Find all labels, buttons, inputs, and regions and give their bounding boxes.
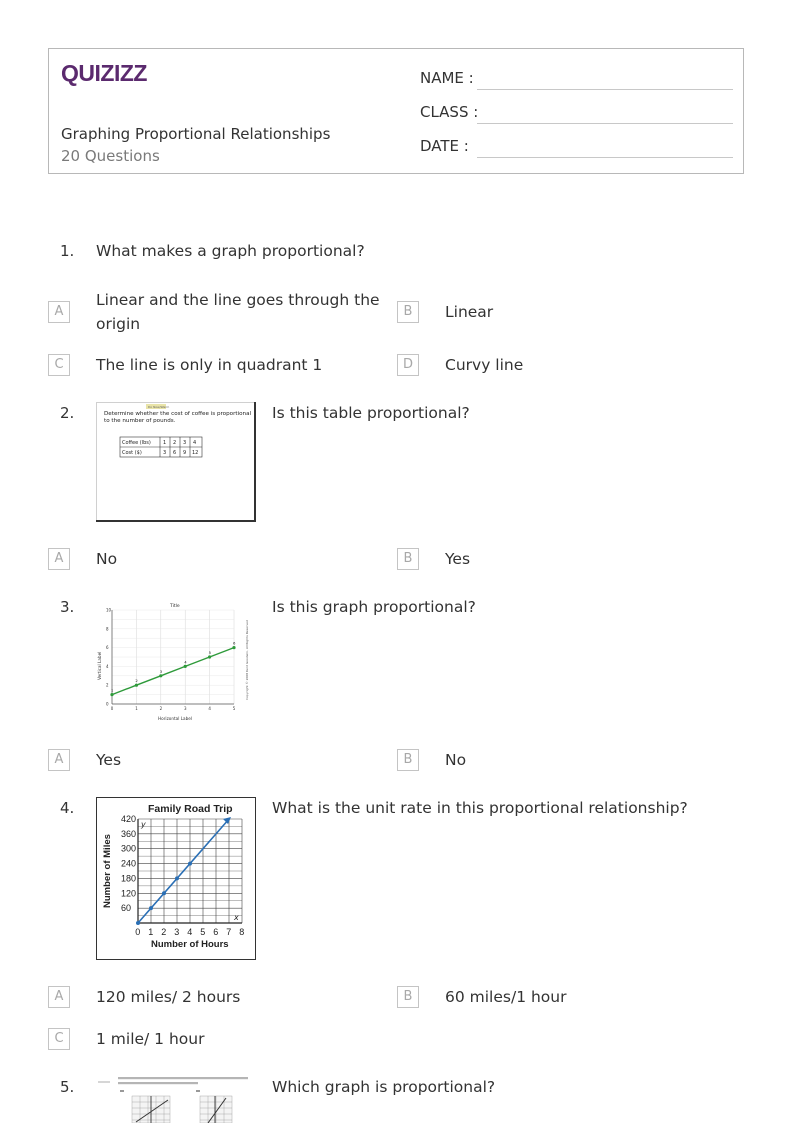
option-b-text: 60 miles/1 hour [445, 988, 567, 1006]
y-axis-label: Number of Miles [102, 834, 113, 908]
option-c-text: 1 mile/ 1 hour [96, 1030, 205, 1048]
question-number: 1. [60, 242, 75, 260]
option-c-text: The line is only in quadrant 1 [96, 356, 323, 374]
data-point [188, 862, 192, 866]
x-tick-label: 3 [184, 706, 187, 711]
image-tag: Do Now/Warm [148, 405, 170, 409]
coffee-table-image [96, 402, 256, 522]
table-cell: 3 [163, 450, 167, 456]
thumb-graph-a [132, 1096, 170, 1123]
option-b-text: Linear [445, 303, 494, 321]
option-d-box[interactable]: D [397, 354, 419, 376]
family-road-trip-graph [96, 797, 256, 960]
data-point [175, 876, 179, 880]
question-text: What makes a graph proportional? [96, 242, 365, 260]
x-tick-label: 0 [110, 706, 114, 711]
data-point [184, 665, 187, 668]
option-a-box[interactable]: A [48, 301, 70, 323]
table-cell: Cost ($) [122, 450, 142, 456]
x-tick-label: 3 [174, 927, 180, 937]
y-axis-label: Vertical Label [97, 651, 102, 680]
y-tick-label: 4 [106, 663, 109, 669]
question-text: Is this table proportional? [272, 404, 470, 422]
plot-area [106, 608, 236, 712]
y-tick-label: 2 [106, 682, 109, 688]
question-text: What is the unit rate in this proportional relationship? [272, 799, 688, 817]
data-point [159, 674, 162, 677]
data-point [162, 891, 166, 895]
y-tick-label: 0 [106, 701, 109, 707]
x-tick-label: 1 [148, 927, 154, 937]
option-a-text: Linear and the line goes through the origin [96, 291, 380, 333]
data-point [136, 921, 140, 925]
prompt-line-1: Determine whether the cost of coffee is proportional [104, 411, 252, 417]
x-axis-label: Horizontal Label [158, 716, 193, 720]
option-b-box[interactable]: B [397, 749, 419, 771]
option-b-text: No [445, 751, 467, 769]
option-a-box[interactable]: A [48, 548, 70, 570]
option-b-text: Yes [445, 550, 471, 568]
name-line[interactable] [477, 89, 733, 90]
name-label: NAME : [420, 69, 474, 87]
worksheet-header [48, 48, 744, 174]
graph-title: Title [170, 604, 180, 609]
point-label: 5 [208, 650, 212, 655]
y-tick-label: 180 [121, 873, 137, 884]
x-tick-label: 4 [187, 927, 193, 937]
date-line[interactable] [477, 157, 733, 158]
question-text: Is this graph proportional? [272, 598, 476, 616]
x-axis-label: Number of Hours [151, 939, 229, 950]
copyright-note: Copyright © 2008 Kent Goodwin, All Rights Reserved [245, 620, 249, 700]
two-graphs-thumbnail [96, 1072, 256, 1123]
option-a-text: No [96, 550, 118, 568]
question-number: 5. [60, 1078, 75, 1096]
point-label: 4 [184, 659, 187, 665]
option-a-box[interactable]: A [48, 749, 70, 771]
prompt-line-2: to the number of pounds. [104, 418, 176, 424]
question-number: 4. [60, 799, 75, 817]
y-tick-label: 60 [121, 903, 132, 914]
x-tick-label: 4 [208, 706, 211, 711]
question-text: Which graph is proportional? [272, 1078, 496, 1096]
x-tick-label: 6 [213, 927, 219, 937]
table-cell: 9 [183, 450, 187, 456]
x-tick-label: 5 [232, 706, 236, 711]
x-tick-label: 2 [159, 706, 163, 711]
x-tick-label: 8 [239, 927, 245, 937]
y-axis-letter: y [141, 820, 146, 829]
table-cell: 3 [183, 440, 187, 446]
option-a-text: Yes [96, 751, 122, 769]
x-tick-label: 1 [135, 706, 138, 711]
point-label: 2 [135, 678, 138, 684]
option-b-box[interactable]: B [397, 548, 419, 570]
thumb-graph-b [200, 1096, 232, 1123]
table-cell: 12 [192, 450, 199, 456]
y-tick-label: 8 [106, 626, 109, 632]
option-b-box[interactable]: B [397, 301, 419, 323]
series-line [112, 648, 234, 695]
x-axis-letter: x [234, 913, 239, 922]
option-c-box[interactable]: C [48, 1028, 70, 1050]
point-label: 3 [159, 668, 163, 674]
x-tick-label: 7 [226, 927, 232, 937]
data-point [208, 655, 211, 658]
question-number: 2. [60, 404, 75, 422]
y-tick-label: 10 [106, 607, 112, 613]
y-tick-label: 240 [121, 858, 137, 869]
quizizz-logo [61, 59, 157, 87]
option-c-box[interactable]: C [48, 354, 70, 376]
x-tick-label: 5 [200, 927, 206, 937]
point-label: 1 [111, 687, 114, 693]
logo-text: QUIZIZZ [61, 60, 147, 86]
y-tick-label: 420 [121, 814, 137, 824]
table-cell: Coffee (lbs) [122, 440, 151, 446]
y-tick-label: 300 [121, 843, 137, 854]
data-point [149, 906, 153, 910]
data-point [110, 693, 113, 696]
question-count: 20 Questions [61, 147, 160, 165]
data-point [232, 646, 235, 649]
point-label: 6 [233, 640, 236, 646]
table-cell: 4 [193, 440, 197, 446]
y-tick-label: 120 [121, 888, 137, 899]
option-b-box[interactable]: B [397, 986, 419, 1008]
graph-title: Family Road Trip [148, 803, 233, 815]
table-cell: 1 [163, 440, 167, 446]
worksheet-title: Graphing Proportional Relationships [61, 125, 331, 143]
table-cell: 2 [173, 440, 177, 446]
question-number: 3. [60, 598, 75, 616]
option-d-text: Curvy line [445, 356, 524, 374]
option-a-box[interactable]: A [48, 986, 70, 1008]
data-point [135, 684, 138, 687]
class-label: CLASS : [420, 103, 479, 121]
date-label: DATE : [420, 137, 469, 155]
class-line[interactable] [477, 123, 733, 124]
x-tick-label: 0 [135, 927, 141, 937]
table-cell: 6 [173, 450, 177, 456]
y-tick-label: 6 [106, 645, 109, 651]
option-a-text: 120 miles/ 2 hours [96, 988, 241, 1006]
q3-line-graph [96, 600, 256, 720]
x-tick-label: 2 [161, 927, 167, 937]
y-tick-label: 360 [121, 828, 137, 839]
